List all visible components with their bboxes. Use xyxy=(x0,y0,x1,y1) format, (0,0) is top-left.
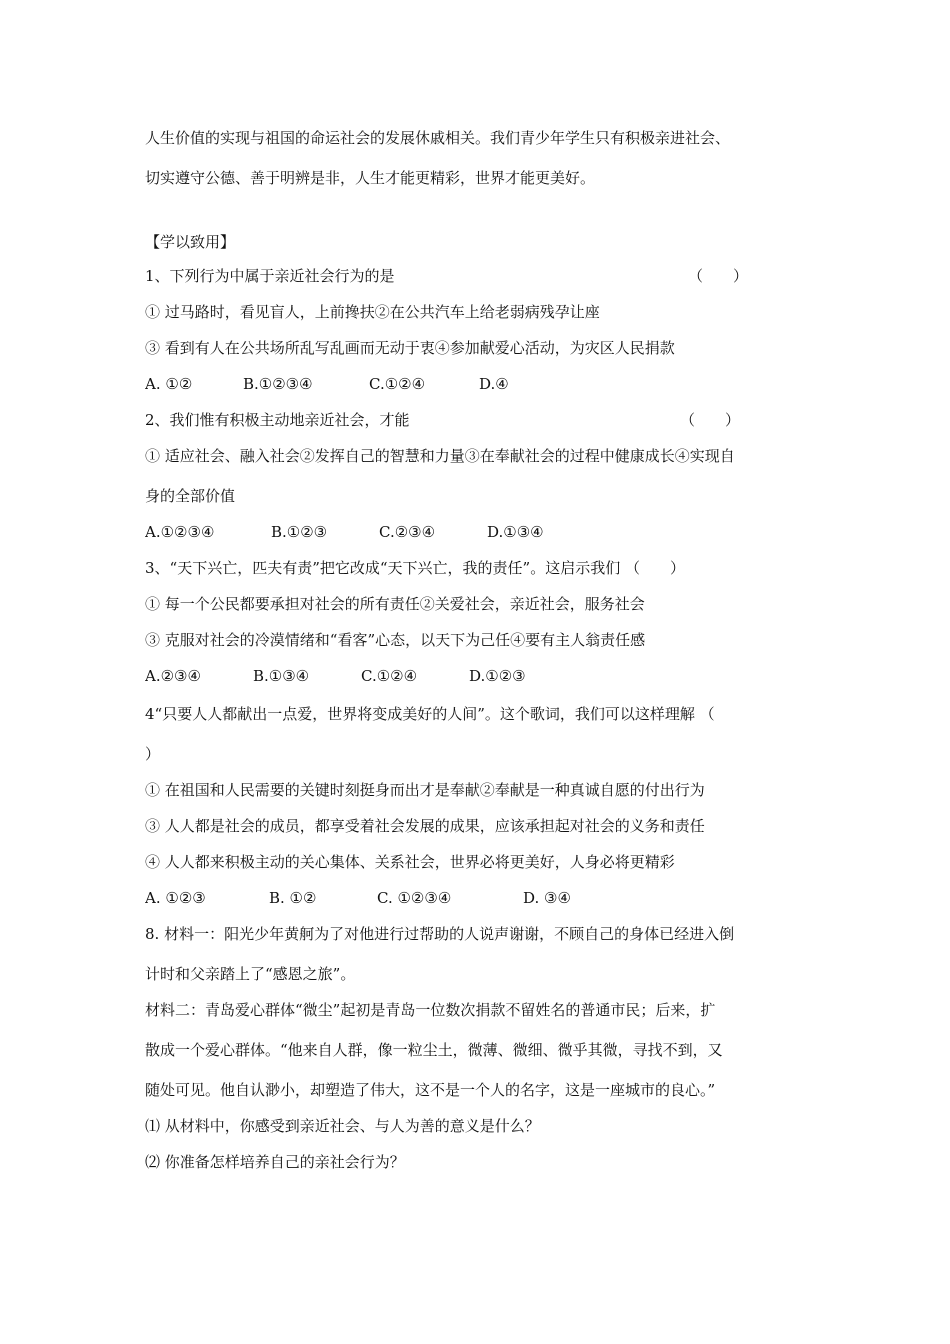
q2-option-c: C.②③④ xyxy=(379,523,436,541)
q2-option-b: B.①②③ xyxy=(271,523,328,541)
q3-option-b: B.①③④ xyxy=(253,667,310,685)
q8-material-2-line-3: 随处可见。他自认渺小，却塑造了伟大，这不是一个人的名字，这是一座城市的良心。” xyxy=(145,1081,716,1099)
q2-answer-paren: （ ） xyxy=(680,411,741,429)
q3-item-1: ① 每一个公民都要承担对社会的所有责任②关爱社会，亲近社会，服务社会 xyxy=(145,595,645,613)
intro-line-1: 人生价值的实现与祖国的命运社会的发展休戚相关。我们青少年学生只有积极亲进社会、 xyxy=(145,129,731,147)
q3-option-a: A.②③④ xyxy=(145,667,201,685)
q1-option-d: D.④ xyxy=(479,375,509,393)
q2-stem: 2、我们惟有积极主动地亲近社会，才能 xyxy=(145,411,410,429)
q8-sub-question-2: ⑵ 你准备怎样培养自己的亲社会行为？ xyxy=(145,1153,405,1171)
q3-options xyxy=(145,666,815,686)
q4-stem: 4“只要人人都献出一点爱，世界将变成美好的人间”。这个歌词，我们可以这样理解 （ xyxy=(145,705,715,723)
q2-option-d: D.①③④ xyxy=(487,523,544,541)
q1-option-a: A. ①② xyxy=(145,375,193,393)
q4-option-d: D. ③④ xyxy=(523,889,571,907)
q4-item-1: ① 在祖国和人民需要的关键时刻挺身而出才是奉献②奉献是一种真诚自愿的付出行为 xyxy=(145,781,705,799)
q8-material-1-line-2: 计时和父亲踏上了“感恩之旅”。 xyxy=(145,965,356,983)
q4-options xyxy=(145,888,815,908)
q8-material-2-line-2: 散成一个爱心群体。“他来自人群，像一粒尘土，微薄、微细、微乎其微，寻找不到，又 xyxy=(145,1041,723,1059)
q4-option-c: C. ①②③④ xyxy=(377,889,452,907)
q1-option-b: B.①②③④ xyxy=(243,375,313,393)
q8-sub-question-1: ⑴ 从材料中，你感受到亲近社会、与人为善的意义是什么？ xyxy=(145,1117,540,1135)
q3-stem: 3、“天下兴亡，匹夫有责”把它改成“天下兴亡，我的责任”。这启示我们 （ ） xyxy=(145,559,685,577)
q2-item-1: ① 适应社会、融入社会②发挥自己的智慧和力量③在奉献社会的过程中健康成长④实现自 xyxy=(145,447,735,465)
q1-stem: 1、下列行为中属于亲近社会行为的是 xyxy=(145,267,395,285)
q4-item-3: ④ 人人都来积极主动的关心集体、关系社会，世界必将更美好，人身必将更精彩 xyxy=(145,853,675,871)
q1-options xyxy=(145,374,815,394)
q8-material-1-line-1: 8. 材料一：阳光少年黄舸为了对他进行过帮助的人说声谢谢，不顾自己的身体已经进入倒 xyxy=(145,925,735,943)
q3-option-d: D.①②③ xyxy=(469,667,526,685)
q4-option-a: A. ①②③ xyxy=(145,889,206,907)
q8-material-2-line-1: 材料二：青岛爱心群体“微尘”起初是青岛一位数次捐款不留姓名的普通市民；后来，扩 xyxy=(145,1001,716,1019)
q1-answer-paren: （ ） xyxy=(688,267,749,285)
section-title: 【学以致用】 xyxy=(145,233,236,251)
q4-stem-cont: ） xyxy=(145,745,161,763)
q2-option-a: A.①②③④ xyxy=(145,523,215,541)
q2-item-1-cont: 身的全部价值 xyxy=(145,487,236,505)
q2-options xyxy=(145,522,815,542)
q4-item-2: ③ 人人都是社会的成员，都享受着社会发展的成果，应该承担起对社会的义务和责任 xyxy=(145,817,705,835)
q3-item-2: ③ 克服对社会的冷漠情绪和“看客”心态，以天下为己任④要有主人翁责任感 xyxy=(145,631,646,649)
q1-item-2: ③ 看到有人在公共场所乱写乱画而无动于衷④参加献爱心活动，为灾区人民捐款 xyxy=(145,339,675,357)
q4-option-b: B. ①② xyxy=(269,889,317,907)
q1-option-c: C.①②④ xyxy=(369,375,426,393)
q1-item-1: ① 过马路时，看见盲人，上前搀扶②在公共汽车上给老弱病残孕让座 xyxy=(145,303,600,321)
intro-line-2: 切实遵守公德、善于明辨是非，人生才能更精彩，世界才能更美好。 xyxy=(145,169,596,187)
q3-option-c: C.①②④ xyxy=(361,667,418,685)
